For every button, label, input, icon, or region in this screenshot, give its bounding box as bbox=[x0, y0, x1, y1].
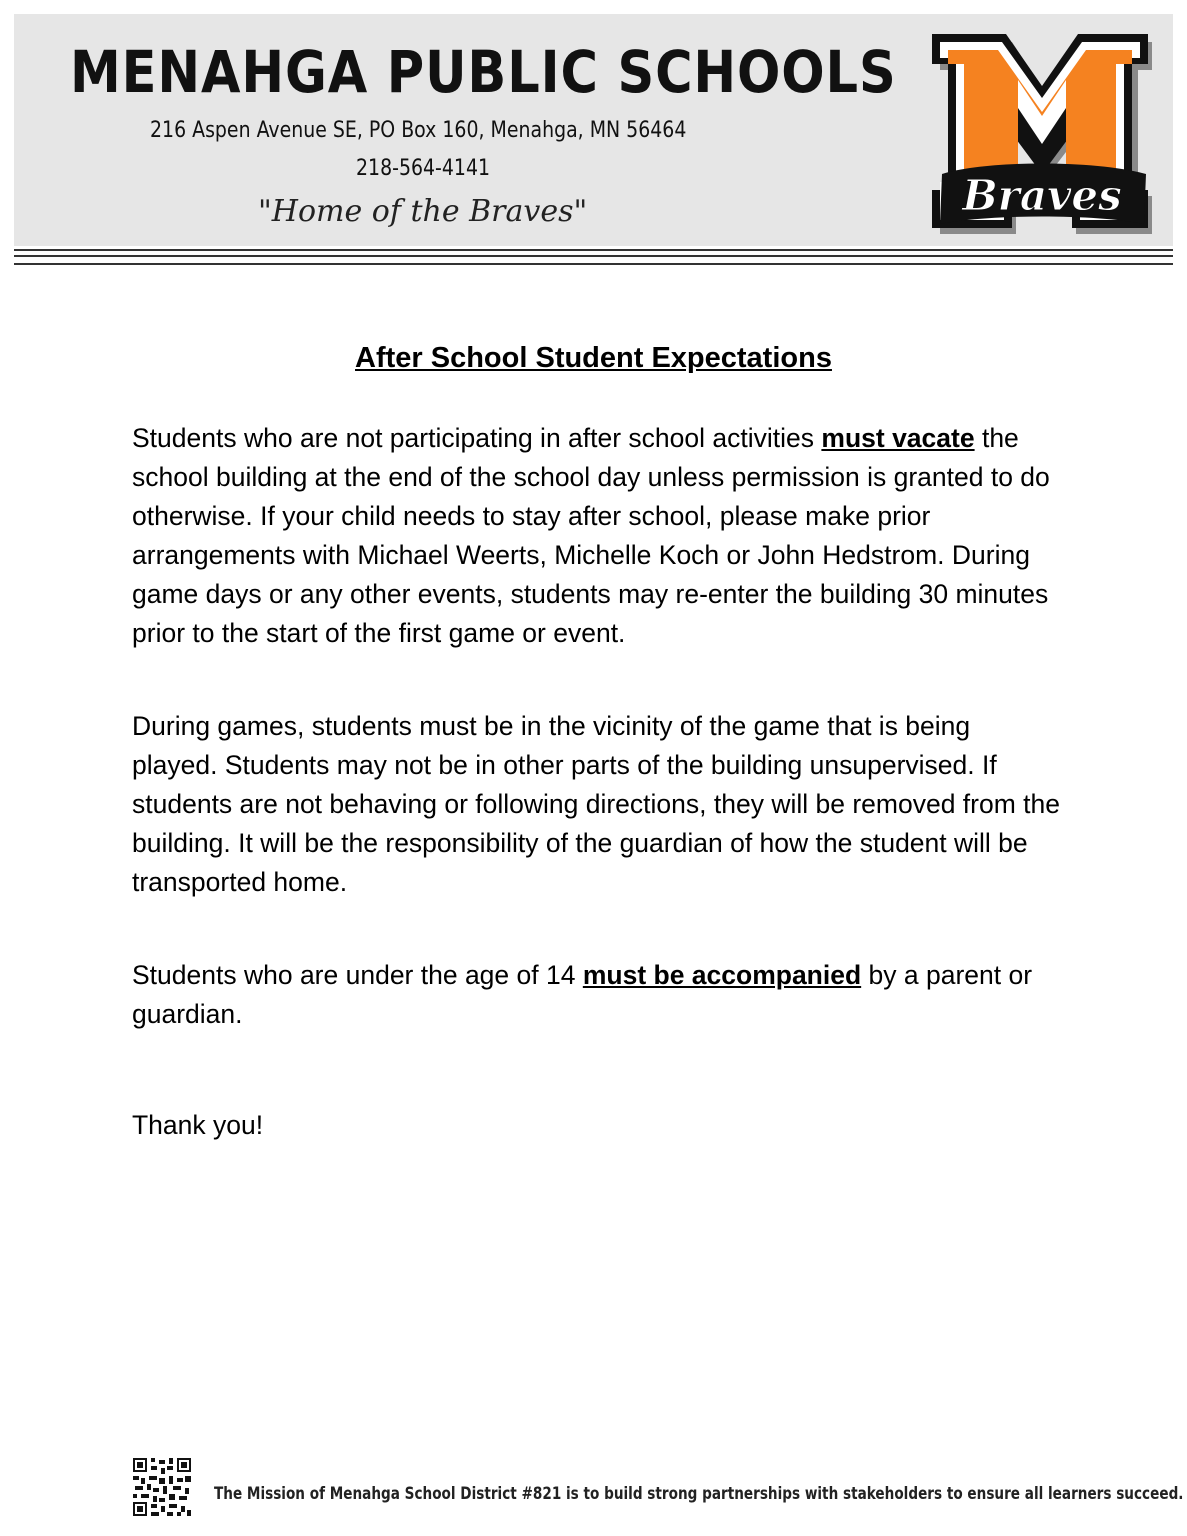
header-divider bbox=[14, 249, 1173, 251]
closing-text: Thank you! bbox=[132, 1110, 264, 1140]
organization-address: 216 Aspen Avenue SE, PO Box 160, Menahga, MN 56464 bbox=[150, 118, 687, 143]
braves-script-text: Braves bbox=[962, 171, 1122, 220]
body-paragraph bbox=[132, 419, 1062, 653]
emphasis-text: must vacate bbox=[821, 423, 975, 453]
organization-motto: "Home of the Braves" bbox=[258, 194, 588, 229]
body-paragraph bbox=[132, 956, 1062, 1034]
page-title: After School Student Expectations bbox=[355, 342, 832, 374]
qr-code-icon bbox=[133, 1458, 191, 1516]
header-divider bbox=[14, 263, 1173, 265]
paragraph-text: Students who are under the age of 14 bbox=[132, 960, 583, 990]
organization-name: MENAHGA PUBLIC SCHOOLS bbox=[70, 38, 897, 106]
paragraph-text: the school building at the end of the school day unless permission is granted to do otherwise. If your child needs to stay after school, please make prior arrangements with Michael Weerts, Michelle Koch or John Hedstrom. During game days or any other events, students may re-enter the building 30 minutes prior to the start of the first game or event. bbox=[132, 423, 1050, 648]
emphasis-text: must be accompanied bbox=[582, 960, 862, 990]
braves-logo bbox=[926, 28, 1158, 240]
mission-statement: The Mission of Menahga School District #821 is to build strong partnerships with stakeholders to ensure all learners succeed. bbox=[214, 1484, 1184, 1504]
organization-phone: 218-564-4141 bbox=[356, 156, 491, 181]
paragraph-text: Students who are not participating in after school activities bbox=[132, 423, 822, 453]
body-paragraph: During games, students must be in the vicinity of the game that is being played. Students may not be in other parts of the building unsupervised. If students are not behaving or following directions, they will be removed from the building. It will be the responsibility of the guardian of how the student will be transported home. bbox=[132, 711, 1060, 897]
header-divider bbox=[14, 255, 1173, 257]
paragraph-text: by a parent or guardian. bbox=[132, 960, 1033, 1029]
